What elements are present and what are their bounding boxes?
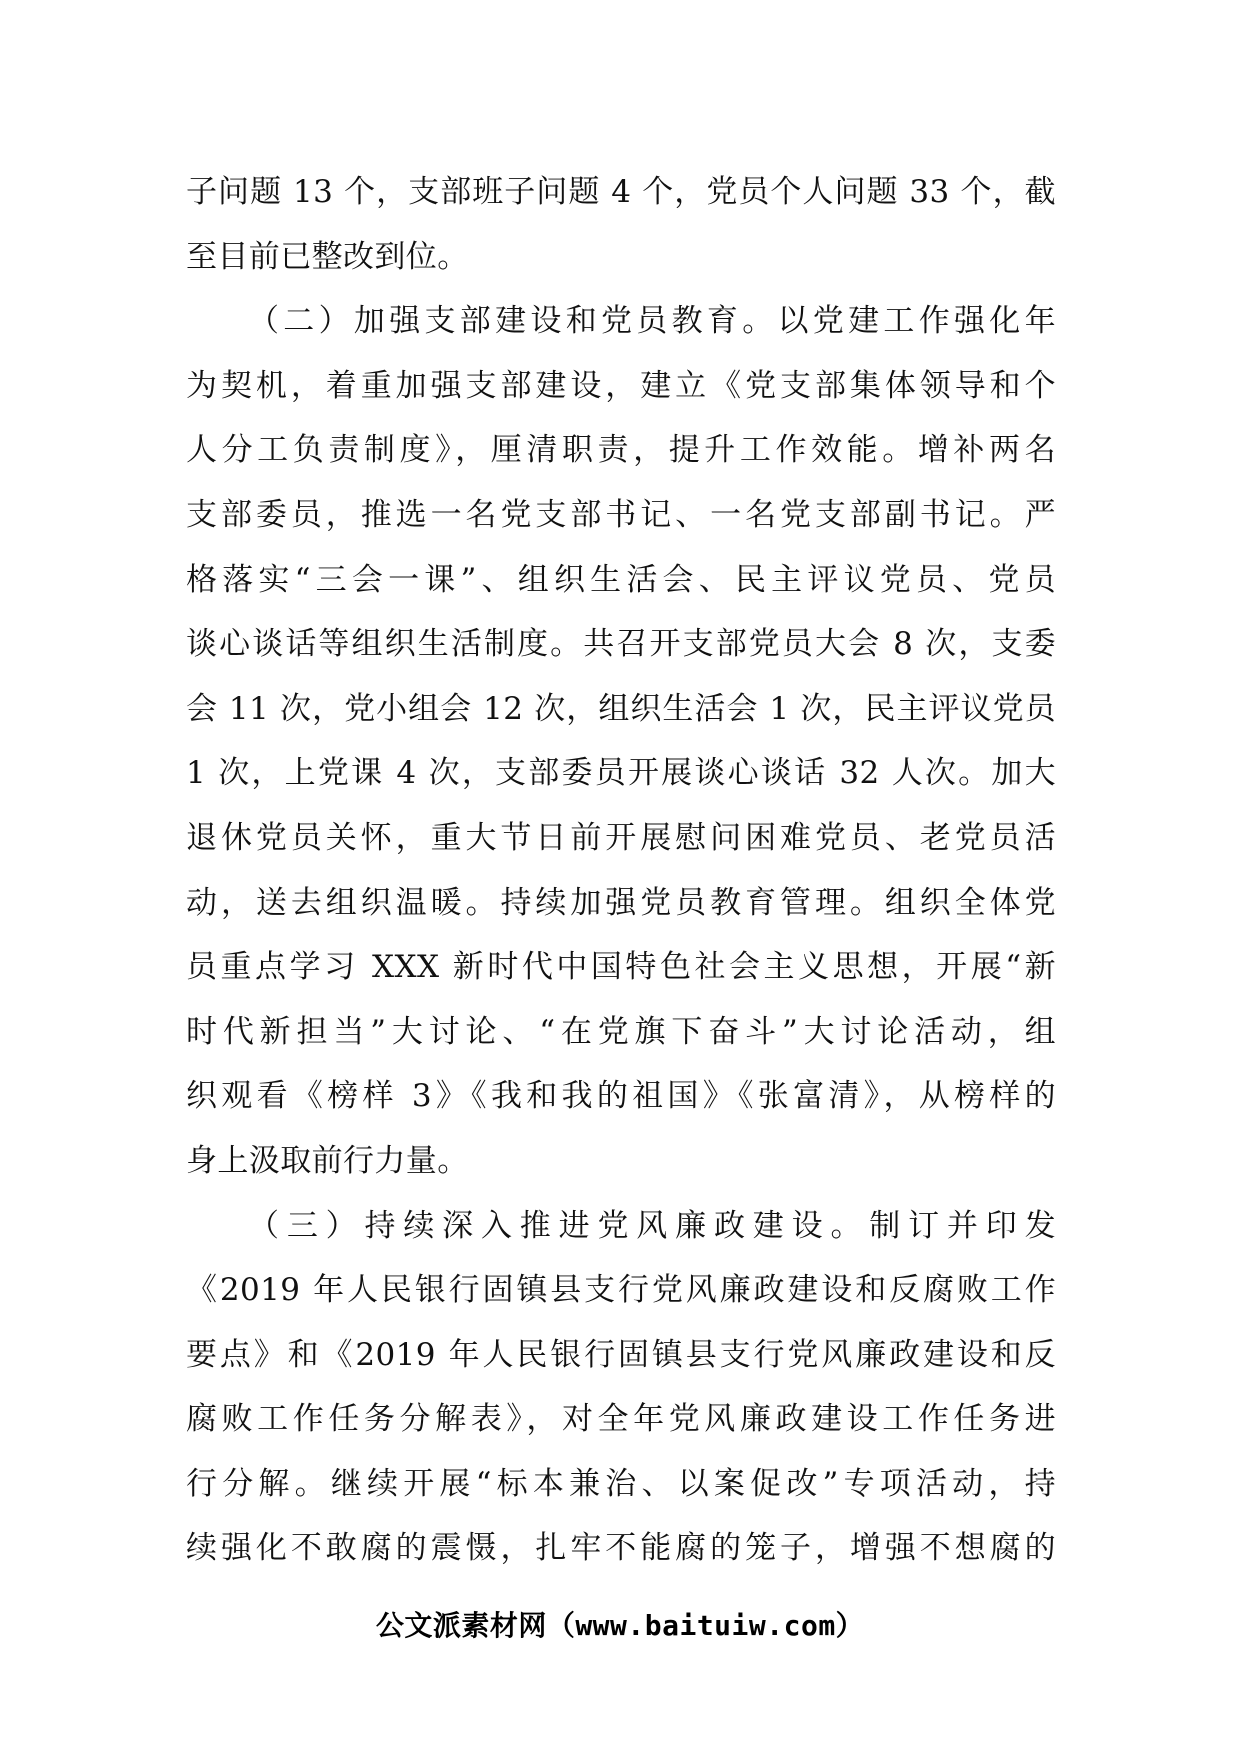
text-line: 员重点学习 XXX 新时代中国特色社会主义思想，开展“新	[186, 949, 1056, 986]
text-line: 要点》和《2019 年人民银行固镇县支行党风廉政建设和反	[186, 1336, 1056, 1373]
text-line: 《2019 年人民银行固镇县支行党风廉政建设和反腐败工作	[186, 1272, 1056, 1309]
text-line: 行分解。继续开展“标本兼治、以案促改”专项活动，持	[186, 1465, 1056, 1502]
text-line: 续强化不敢腐的震慑，扎牢不能腐的笼子，增强不想腐的	[186, 1530, 1056, 1567]
text-line: 会 11 次，党小组会 12 次，组织生活会 1 次，民主评议党员	[186, 690, 1056, 727]
text-line: 为契机，着重加强支部建设，建立《党支部集体领导和个	[186, 367, 1056, 404]
text-line: 织观看《榜样 3》《我和我的祖国》《张富清》，从榜样的	[186, 1078, 1056, 1115]
text-line: 动，送去组织温暖。持续加强党员教育管理。组织全体党	[186, 884, 1056, 921]
text-line: 格落实“三会一课”、组织生活会、民主评议党员、党员	[186, 561, 1056, 598]
text-line: 子问题 13 个，支部班子问题 4 个，党员个人问题 33 个，截	[186, 174, 1056, 210]
text-line: 时代新担当”大讨论、“在党旗下奋斗”大讨论活动，组	[186, 1013, 1056, 1050]
document-body	[186, 160, 1056, 1581]
text-line: 支部委员，推选一名党支部书记、一名党支部副书记。严	[186, 496, 1056, 533]
text-line: 身上汲取前行力量。	[186, 1142, 469, 1179]
section-heading-line: （二）加强支部建设和党员教育。以党建工作强化年	[248, 303, 1056, 340]
text-line: 至目前已整改到位。	[186, 238, 469, 275]
footer-watermark-text: 公文派素材网（www.baituiw.com）	[375, 1609, 865, 1642]
text-line: 退休党员关怀，重大节日前开展慰问困难党员、老党员活	[186, 819, 1056, 856]
text-line: 谈心谈话等组织生活制度。共召开支部党员大会 8 次，支委	[186, 626, 1056, 663]
text-line: 腐败工作任务分解表》，对全年党风廉政建设工作任务进	[186, 1401, 1056, 1438]
text-line: 1 次，上党课 4 次，支部委员开展谈心谈话 32 人次。加大	[186, 755, 1056, 792]
text-line: 人分工负责制度》，厘清职责，提升工作效能。增补两名	[186, 432, 1056, 469]
section-heading-line: （三）持续深入推进党风廉政建设。制订并印发	[248, 1207, 1056, 1244]
